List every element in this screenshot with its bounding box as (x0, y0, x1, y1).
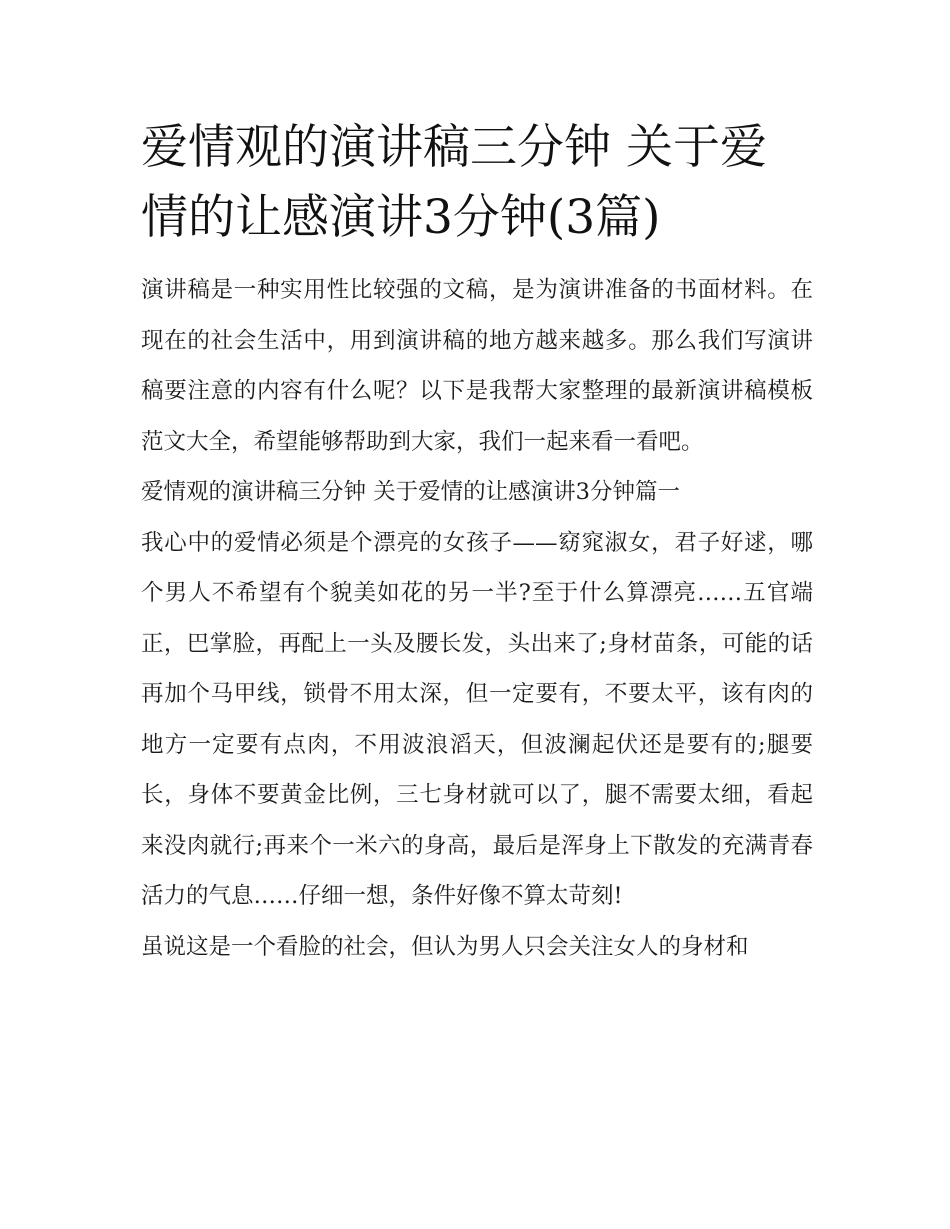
document-body (141, 265, 813, 972)
intro-paragraph: 演讲稿是一种实用性比较强的文稿，是为演讲准备的书面材料。在现在的社会生活中，用到演讲稿的地方越来越多。那么我们写演讲稿要注意的内容有什么呢？以下是我帮大家整理的最新演讲稿模板范文大全，希望能够帮助到大家，我们一起来看一看吧。 (141, 277, 813, 455)
body-paragraph: 我心中的爱情必须是个漂亮的女孩子——窈窕淑女，君子好逑，哪个男人不希望有个貌美如花的另一半?至于什么算漂亮……五官端正，巴掌脸，再配上一头及腰长发，头出来了;身材苗条，可能的话再加个马甲线，锁骨不用太深，但一定要有，不要太平，该有肉的地方一定要有点肉，不用波浪滔天，但波澜起伏还是要有的;腿要长，身体不要黄金比例，三七身材就可以了，腿不需要太细，看起来没肉就行;再来个一米六的身高，最后是浑身上下散发的充满青春活力的气息……仔细一想，条件好像不算太苛刻! (141, 529, 813, 909)
body-paragraph: 虽说这是一个看脸的社会，但认为男人只会关注女人的身材和 (141, 933, 749, 960)
document-title: 爱情观的演讲稿三分钟 关于爱情的让感演讲3分钟(3篇) (141, 120, 767, 245)
section-heading: 爱情观的演讲稿三分钟 关于爱情的让感演讲3分钟篇一 (141, 479, 680, 505)
document-page (141, 113, 813, 972)
